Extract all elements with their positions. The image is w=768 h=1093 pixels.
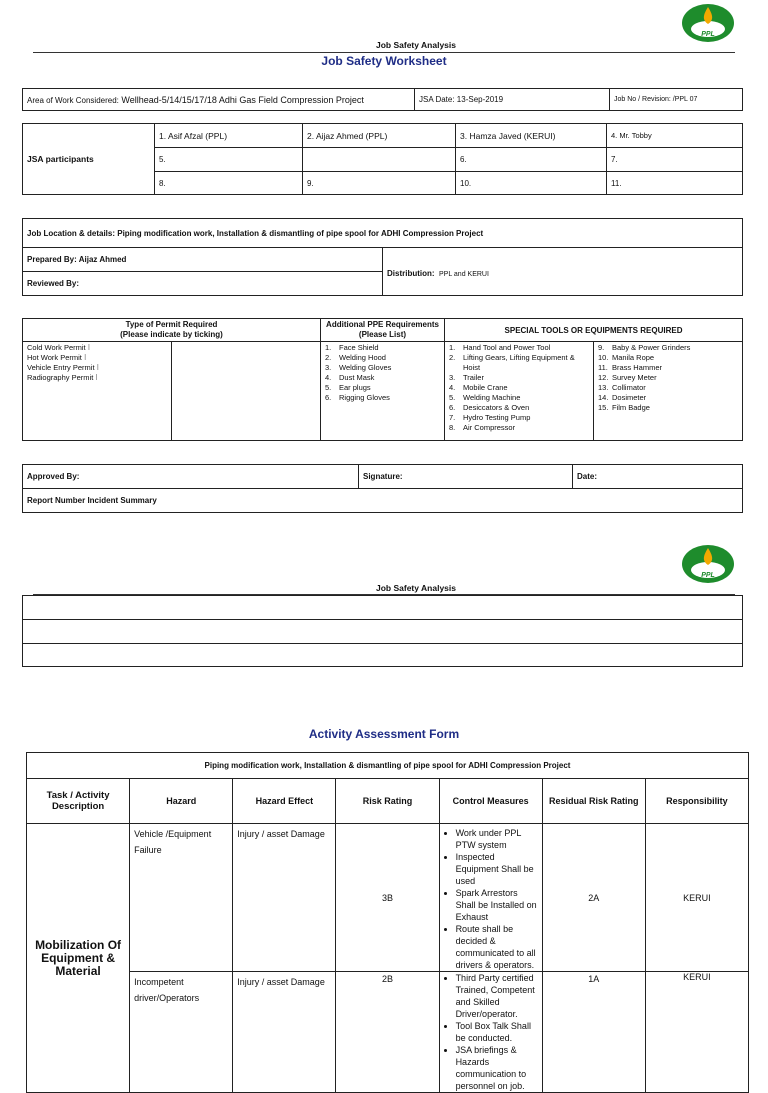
permit-tick-cell: [172, 342, 321, 441]
ppe-item-text: Welding Gloves: [339, 363, 392, 372]
permit-item: Radiography Permit ⁝: [27, 373, 98, 382]
tool-item-text: Baby & Power Grinders: [612, 343, 691, 352]
participant-4: 4. Mr. Tobby: [607, 124, 743, 148]
tool-item-text: Survey Meter: [612, 373, 657, 382]
tool-item-text: Hand Tool and Power Tool: [463, 343, 551, 352]
permit-list-cell: [23, 342, 172, 441]
tools-right-cell: [594, 342, 743, 441]
participant-7: 7.: [607, 148, 743, 172]
blank-row: [23, 644, 743, 667]
ppe-item-number: 5.: [325, 383, 332, 392]
blank-row: [23, 620, 743, 644]
tool-item: [449, 343, 589, 353]
tool-item-number: 7.: [449, 413, 456, 422]
tool-item: [449, 363, 589, 373]
participant-11: 11.: [607, 172, 743, 195]
participant-1: 1. Asif Afzal (PPL): [155, 124, 303, 148]
col-hazard: Hazard: [130, 779, 233, 824]
hazard-2: Incompetent driver/Operators: [130, 972, 233, 1093]
tool-item-number: 3.: [449, 373, 456, 382]
tools-list-right: [598, 343, 738, 413]
tool-item-number: 5.: [449, 393, 456, 402]
tool-item-text: Welding Machine: [463, 393, 521, 402]
col-residual: Residual Risk Rating: [542, 779, 645, 824]
job-location: Job Location & details: Piping modification work, Installation & dismantling of pipe spool for ADHI Compression Project: [23, 219, 743, 248]
task-cell: Mobilization Of Equipment & Material: [27, 824, 130, 1093]
distribution-value: PPL and KERUI: [439, 270, 489, 278]
permit-item: Hot Work Permit ⁝: [27, 353, 87, 362]
tool-item: [598, 403, 738, 413]
tool-item-number: 11.: [598, 363, 608, 372]
controls-1-cell: [439, 824, 542, 972]
participant-8: 8.: [155, 172, 303, 195]
ppe-item-number: 4.: [325, 373, 332, 382]
col-resp: Responsibility: [645, 779, 748, 824]
permit-header: Type of Permit Required (Please indicate by ticking): [23, 319, 321, 342]
jsa-date: JSA Date: 13-Sep-2019: [415, 89, 610, 111]
ppe-item-number: 6.: [325, 393, 332, 402]
ppe-list-cell: [321, 342, 445, 441]
tool-item-text: Brass Hammer: [612, 363, 663, 372]
tool-item-text: Air Compressor: [463, 423, 516, 432]
control-measure: • Third Party certified Trained, Competent and Skilled Driver/operator.: [456, 972, 538, 1020]
resp-2: KERUI: [645, 972, 748, 1093]
residual-2: 1A: [542, 972, 645, 1093]
tool-item-number: 4.: [449, 383, 456, 392]
tools-list-left: [449, 343, 589, 433]
activity-title: Activity Assessment Form: [308, 727, 460, 741]
participant-blank: [303, 148, 456, 172]
prepared-by: Prepared By: Aijaz Ahmed: [23, 248, 383, 272]
permits-table: [22, 318, 743, 441]
col-control: Control Measures: [439, 779, 542, 824]
tool-item: [598, 373, 738, 383]
ppl-logo-2: [681, 544, 735, 584]
participant-10: 10.: [456, 172, 607, 195]
tool-item: [449, 403, 589, 413]
tool-item: [598, 353, 738, 363]
logo-text: PPL: [701, 31, 715, 38]
tool-item-number: 12.: [598, 373, 609, 382]
ppe-item-text: Face Shield: [339, 343, 379, 352]
tool-item-text: Dosimeter: [612, 393, 647, 402]
header-divider: [33, 52, 735, 53]
controls-list: [444, 827, 538, 971]
blank-table: [22, 595, 743, 667]
logo-text-2: PPL: [701, 572, 715, 579]
ppe-item-number: 3.: [325, 363, 332, 372]
page-title: Job Safety Worksheet: [321, 54, 447, 68]
hazard-1: Vehicle /Equipment Failure: [130, 824, 233, 972]
tool-item-number: 10.: [598, 353, 609, 362]
tool-item-text: Film Badge: [612, 403, 650, 412]
permit-item: Vehicle Entry Permit ⁝: [27, 363, 99, 372]
distribution-cell: Distribution: PPL and KERUI: [383, 248, 743, 296]
ppe-item: [325, 343, 440, 353]
tools-left-cell: [445, 342, 594, 441]
ppe-item-number: 2.: [325, 353, 332, 362]
ppe-item-text: Dust Mask: [339, 373, 375, 382]
approval-table: [22, 464, 743, 513]
ppe-item-number: 1.: [325, 343, 332, 352]
participant-2: 2. Aijaz Ahmed (PPL): [303, 124, 456, 148]
participant-9: 9.: [303, 172, 456, 195]
signature: Signature:: [359, 465, 573, 489]
tool-item-number: 1.: [449, 343, 456, 352]
tool-item-number: 2.: [449, 353, 456, 362]
control-measure: • Spark Arrestors Shall be Installed on Exhaust: [456, 887, 538, 923]
tool-item: [598, 383, 738, 393]
tool-item: [449, 383, 589, 393]
ppe-item-text: Welding Hood: [339, 353, 386, 362]
risk-1: 3B: [336, 824, 439, 972]
area-cell: Area of Work Considered: Wellhead-5/14/15/17/18 Adhi Gas Field Compression Project: [23, 89, 415, 111]
ppe-item-text: Rigging Gloves: [339, 393, 390, 402]
tool-item-text: Manila Rope: [612, 353, 655, 362]
ppe-item: [325, 363, 440, 373]
participants-label: JSA participants: [23, 124, 155, 195]
tool-item-number: 6.: [449, 403, 456, 412]
blank-row: [23, 596, 743, 620]
tool-item-number: 14.: [598, 393, 609, 402]
ppe-item: [325, 393, 440, 403]
control-measure: • Work under PPL PTW system: [456, 827, 538, 851]
tool-item-number: 13.: [598, 383, 609, 392]
tool-item-text: Hydro Testing Pump: [463, 413, 531, 422]
participants-table: [22, 123, 743, 195]
tool-item-text: Trailer: [463, 373, 484, 382]
subtitle: Job Safety Analysis: [376, 40, 456, 50]
details-table: [22, 218, 743, 296]
report-summary: Report Number Incident Summary: [23, 489, 743, 513]
tool-item-number: 15.: [598, 403, 609, 412]
activity-table: [26, 752, 749, 1093]
tool-item-number: 9.: [598, 343, 605, 352]
risk-2: 2B: [336, 972, 439, 1093]
control-measure: • JSA briefings & Hazards communication to personnel on job.: [456, 1044, 538, 1092]
tool-item-text: Lifting Gears, Lifting Equipment &: [463, 353, 575, 362]
tool-item: [598, 393, 738, 403]
ppe-item: [325, 353, 440, 363]
tool-item-text: Mobile Crane: [463, 383, 508, 392]
participant-5: 5.: [155, 148, 303, 172]
resp-1: KERUI: [645, 824, 748, 972]
activity-project: Piping modification work, Installation & dismantling of pipe spool for ADHI Compression Project: [27, 753, 749, 779]
reviewed-by: Reviewed By:: [23, 272, 383, 296]
tools-header: SPECIAL TOOLS OR EQUIPMENTS REQUIRED: [445, 319, 743, 342]
participant-6: 6.: [456, 148, 607, 172]
tool-item: [449, 423, 589, 433]
tool-item-text: Desiccators & Oven: [463, 403, 530, 412]
tool-item: [598, 363, 738, 373]
tool-item: [449, 373, 589, 383]
controls-list: [444, 972, 538, 1092]
tool-item-text: Collimator: [612, 383, 646, 392]
ppe-item-text: Ear plugs: [339, 383, 371, 392]
job-no: Job No / Revision: /PPL 07: [610, 89, 743, 111]
area-value: Wellhead-5/14/15/17/18 Adhi Gas Field Compression Project: [121, 94, 364, 105]
residual-1: 2A: [542, 824, 645, 972]
participant-3: 3. Hamza Javed (KERUI): [456, 124, 607, 148]
ppl-logo: [681, 3, 735, 43]
control-measure: • Inspected Equipment Shall be used: [456, 851, 538, 887]
ppe-list: [325, 343, 440, 403]
col-effect: Hazard Effect: [233, 779, 336, 824]
approved-by: Approved By:: [23, 465, 359, 489]
subtitle-2: Job Safety Analysis: [376, 583, 456, 593]
permit-item: Cold Work Permit ⁝: [27, 343, 91, 352]
info-table: [22, 88, 743, 111]
col-risk: Risk Rating: [336, 779, 439, 824]
control-measure: • Tool Box Talk Shall be conducted.: [456, 1020, 538, 1044]
effect-2: Injury / asset Damage: [233, 972, 336, 1093]
effect-1: Injury / asset Damage: [233, 824, 336, 972]
tool-item-text: Hoist: [463, 363, 481, 372]
ppe-item: [325, 373, 440, 383]
permit-list: [27, 343, 167, 383]
date: Date:: [573, 465, 743, 489]
tool-item: [449, 393, 589, 403]
tool-item: [449, 353, 589, 363]
controls-2-cell: [439, 972, 542, 1093]
tool-item-number: 8.: [449, 423, 456, 432]
ppe-header: Additional PPE Requirements (Please List): [321, 319, 445, 342]
col-task: Task / Activity Description: [27, 779, 130, 824]
tool-item: [598, 343, 738, 353]
ppe-item: [325, 383, 440, 393]
tool-item: [449, 413, 589, 423]
control-measure: • Route shall be decided & communicated to all drivers & operators.: [456, 923, 538, 971]
